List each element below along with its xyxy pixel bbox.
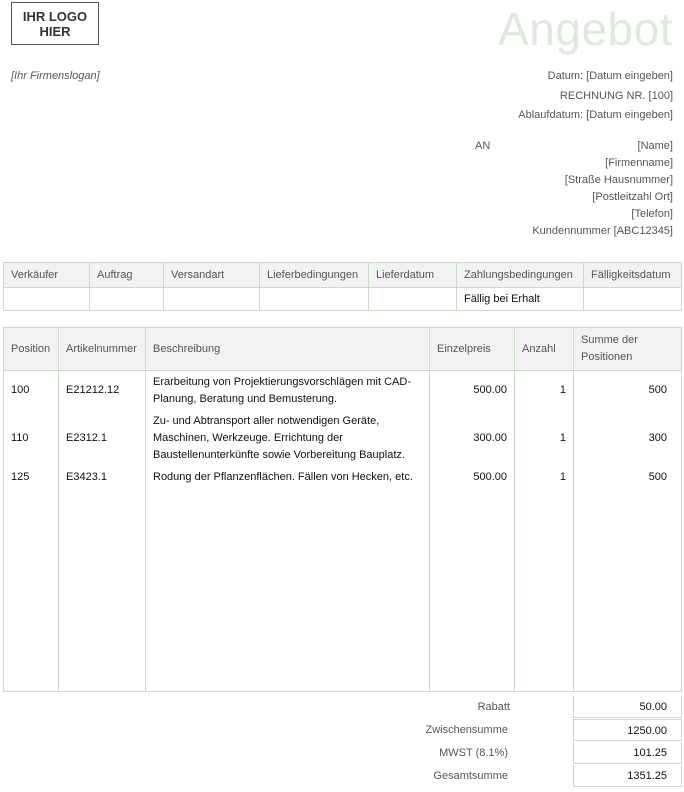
recipient-label: AN	[475, 140, 491, 152]
item-description: Erarbeitung von Projektierungsvorschlägen mit CAD-Planung, Beratung und Bemusterung.	[146, 371, 430, 414]
item-line-total: 500	[574, 469, 682, 491]
items-header-row	[4, 328, 682, 371]
terms-cell-delivery-date	[369, 288, 457, 311]
item-quantity: 1	[515, 413, 574, 469]
terms-header-row	[4, 263, 682, 288]
terms-cell-payment-terms: Fällig bei Erhalt	[457, 288, 584, 311]
terms-row	[4, 288, 682, 311]
tax-value: 101.25	[573, 742, 682, 764]
subtotal-value: 1250.00	[573, 719, 682, 741]
recipient-city: [Postleitzahl Ort]	[592, 191, 673, 203]
item-description: Zu- und Abtransport aller notwendigen Geräte, Maschinen, Werkzeuge. Errichtung der Baustellenunterkünfte sowie Vorbereitung Bauplatz.	[146, 413, 430, 469]
item-article: E3423.1	[59, 469, 146, 491]
item-article: E2312.1	[59, 413, 146, 469]
item-unit-price: 500.00	[430, 371, 515, 414]
company-logo-placeholder: IHR LOGO HIER	[11, 2, 99, 45]
items-header-quantity: Anzahl	[515, 328, 574, 371]
tax-label: MWST (8.1%)	[439, 747, 508, 759]
recipient-name: [Name]	[637, 140, 673, 152]
terms-header-delivery-terms: Lieferbedingungen	[260, 263, 369, 288]
table-row	[4, 371, 682, 414]
empty-table-space	[4, 491, 682, 692]
subtotal-row	[0, 719, 684, 742]
item-position: 125	[4, 469, 59, 491]
discount-label: Rabatt	[477, 701, 510, 713]
terms-header-delivery-date: Lieferdatum	[369, 263, 457, 288]
empty-cell	[515, 491, 574, 692]
empty-cell	[430, 491, 515, 692]
empty-cell	[59, 491, 146, 692]
document-title: Angebot	[498, 3, 673, 55]
item-quantity: 1	[515, 371, 574, 414]
total-row	[0, 765, 684, 788]
items-header-position: Position	[4, 328, 59, 371]
terms-header-payment-terms: Zahlungsbedingungen	[457, 263, 584, 288]
items-header-line-total: Summe der Positionen	[574, 328, 682, 371]
empty-cell	[146, 491, 430, 692]
items-header-article: Artikelnummer	[59, 328, 146, 371]
customer-number: Kundennummer [ABC12345]	[532, 225, 673, 237]
item-line-total: 500	[574, 371, 682, 414]
recipient-phone: [Telefon]	[631, 208, 673, 220]
table-row	[4, 413, 682, 469]
tax-row	[0, 742, 684, 765]
item-position: 100	[4, 371, 59, 414]
terms-header-due-date: Fälligkeitsdatum	[584, 263, 682, 288]
total-value: 1351.25	[573, 765, 682, 787]
item-unit-price: 300.00	[430, 413, 515, 469]
discount-value: 50.00	[573, 696, 682, 718]
item-line-total: 300	[574, 413, 682, 469]
items-header-description: Beschreibung	[146, 328, 430, 371]
terms-header-seller: Verkäufer	[4, 263, 90, 288]
item-description: Rodung der Pflanzenflächen. Fällen von Hecken, etc.	[146, 469, 430, 491]
recipient-company: [Firmenname]	[605, 157, 673, 169]
table-row	[4, 469, 682, 491]
terms-cell-due-date	[584, 288, 682, 311]
item-article: E21212.12	[59, 371, 146, 414]
items-table	[3, 327, 682, 692]
terms-cell-delivery-terms	[260, 288, 369, 311]
terms-cell-seller	[4, 288, 90, 311]
terms-header-order: Auftrag	[90, 263, 164, 288]
subtotal-label: Zwischensumme	[425, 724, 508, 736]
date-line: Datum: [Datum eingeben]	[547, 70, 673, 82]
terms-cell-shipping	[164, 288, 260, 311]
recipient-street: [Straße Hausnummer]	[564, 174, 673, 186]
expiry-date: Ablaufdatum: [Datum eingeben]	[518, 109, 673, 121]
empty-cell	[4, 491, 59, 692]
discount-row	[0, 696, 684, 719]
total-label: Gesamtsumme	[433, 770, 508, 782]
item-quantity: 1	[515, 469, 574, 491]
terms-table	[3, 262, 682, 311]
company-slogan: [Ihr Firmenslogan]	[11, 70, 100, 82]
item-unit-price: 500.00	[430, 469, 515, 491]
invoice-number: RECHNUNG NR. [100]	[559, 90, 673, 102]
empty-cell	[574, 491, 682, 692]
item-position: 110	[4, 413, 59, 469]
items-header-unit-price: Einzelpreis	[430, 328, 515, 371]
terms-cell-order	[90, 288, 164, 311]
terms-header-shipping: Versandart	[164, 263, 260, 288]
